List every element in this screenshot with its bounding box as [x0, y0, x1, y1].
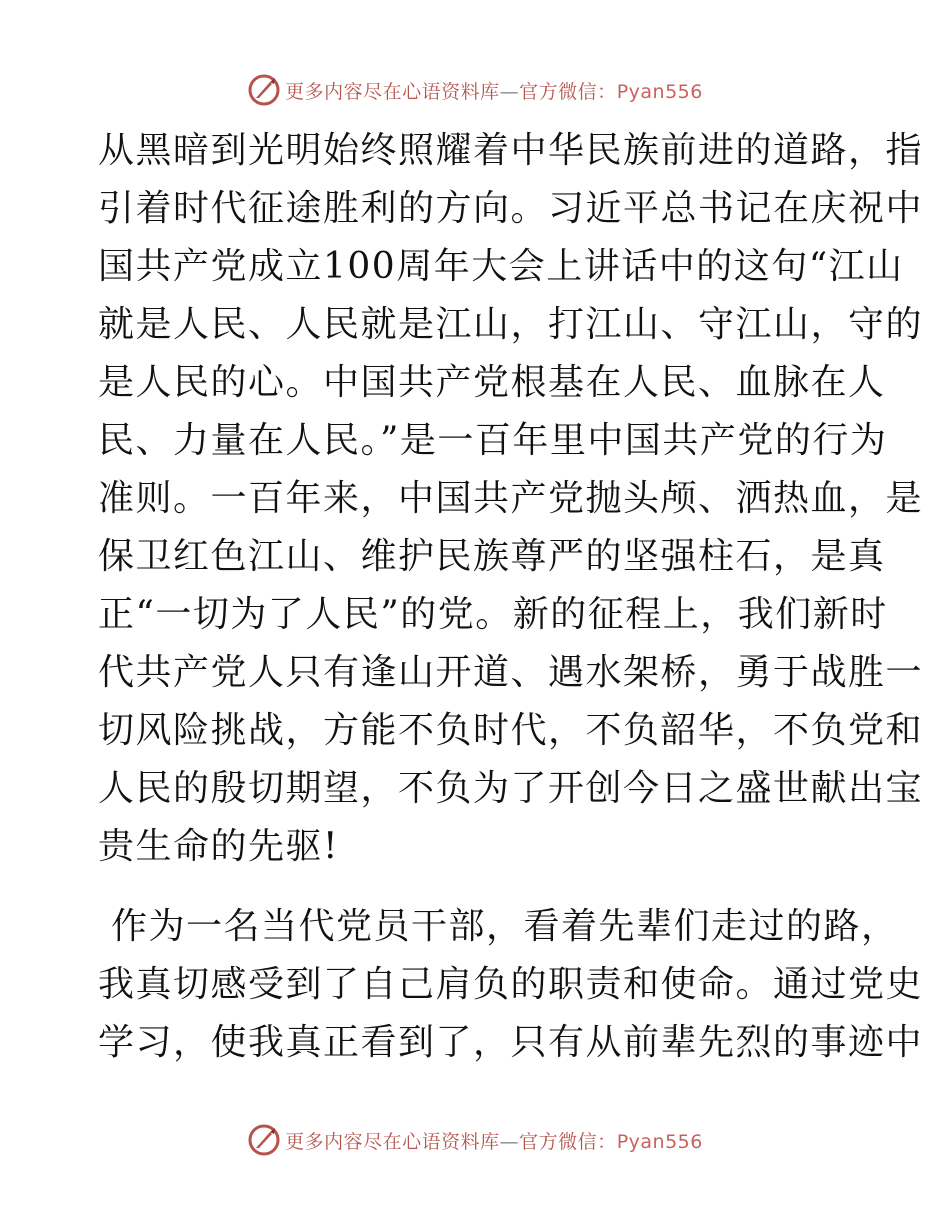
watermark-label: 官方微信： — [519, 1130, 617, 1153]
text-line: 作为一名当代党员干部，看着先辈们走过的路， — [98, 906, 899, 947]
watermark-handle: Pyan556 — [616, 1130, 703, 1153]
text-line: 准则。一百年来，中国共产党抛头颅、洒热血，是 — [98, 478, 924, 519]
text-line: 是人民的心。中国共产党根基在人民、血脉在人 — [98, 362, 886, 403]
text-line: 贵生命的先驱! — [98, 826, 339, 867]
document-body — [98, 122, 924, 1072]
text-line: 正“一切为了人民”的党。新的征程上，我们新时 — [98, 594, 888, 635]
text-line: 保卫红色江山、维护民族尊严的坚强柱石，是真 — [98, 536, 886, 577]
paragraph-2 — [98, 898, 924, 1072]
watermark-text — [285, 77, 703, 104]
paragraph-gap — [98, 876, 858, 898]
text-line: 代共产党人只有逢山开道、遇水架桥，勇于战胜一 — [98, 652, 924, 693]
paragraph-1 — [98, 122, 924, 876]
text-line: 我真切感受到了自己肩负的职责和使命。通过党史 — [98, 964, 924, 1005]
header-watermark — [0, 70, 950, 110]
text-line: 从黑暗到光明始终照耀着中华民族前进的道路，指 — [98, 130, 924, 171]
watermark-main: 更多内容尽在心语资料库 — [285, 1130, 500, 1153]
text-line: 就是人民、人民就是江山，打江山、守江山，守的 — [98, 304, 924, 345]
watermark-separator: — — [499, 1130, 520, 1153]
text-line: 切风险挑战，方能不负时代，不负韶华，不负党和 — [98, 710, 924, 751]
text-line: 国共产党成立100周年大会上讲话中的这句“江山 — [98, 246, 904, 287]
watermark-handle: Pyan556 — [616, 80, 703, 103]
watermark-text — [285, 1127, 703, 1154]
watermark-label: 官方微信： — [519, 80, 617, 103]
text-line: 引着时代征途胜利的方向。习近平总书记在庆祝中 — [98, 188, 924, 229]
quill-circle-logo-icon — [247, 73, 281, 107]
watermark-main: 更多内容尽在心语资料库 — [285, 80, 500, 103]
text-line: 人民的殷切期望，不负为了开创今日之盛世献出宝 — [98, 768, 924, 809]
footer-watermark — [0, 1120, 950, 1160]
quill-circle-logo-icon — [247, 1123, 281, 1157]
text-line: 学习，使我真正看到了，只有从前辈先烈的事迹中 — [98, 1022, 924, 1063]
text-line: 民、力量在人民。”是一百年里中国共产党的行为 — [98, 420, 888, 461]
watermark-separator: — — [499, 80, 520, 103]
